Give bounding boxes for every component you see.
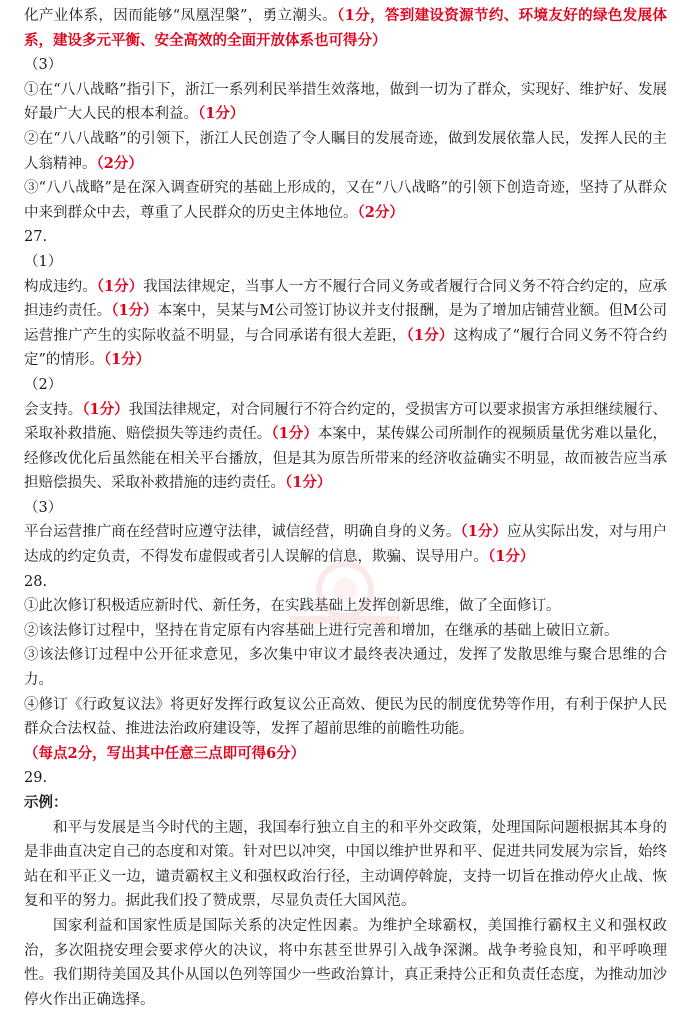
answer-text: 本案中，吴某与M公司签订协议并支付报酬，是为了增加店铺营业额。但M公司运营推广产生的实际收益不明显，与合同承诺有很大差距， xyxy=(24,303,668,344)
answer-paragraph xyxy=(24,496,667,521)
answer-text: 28. xyxy=(24,573,48,590)
score-note: （2分） xyxy=(96,154,143,172)
answer-text: （3） xyxy=(24,57,63,74)
answer-paragraph xyxy=(24,914,667,1012)
answer-text: 平台运营推广商在经营时应遵守法律，诚信经营，明确自身的义务。 xyxy=(24,524,461,541)
answer-text: 应从实际出发，对与用户达成的约定负责，不得发布虚假或者引人误解的信息，欺骗、误导用户。 xyxy=(24,524,668,566)
answer-paragraph xyxy=(24,127,667,176)
answer-paragraph xyxy=(24,766,667,791)
answer-text: 构成违约。 xyxy=(24,278,97,295)
score-note: （1分） xyxy=(488,548,535,566)
answer-paragraph xyxy=(24,693,667,742)
answer-paragraph xyxy=(24,250,667,275)
answer-text: ④修订《行政复议法》将更好发挥行政复议公正高效、便民为民的制度优势等作用，有利于保护人民群众合法权益、推进法治政府建设等，发挥了超前思维的前瞻性功能。 xyxy=(24,696,667,738)
answer-text: ②在“八八战略”的引领下，浙江人民创造了令人瞩目的发展奇迹，做到发展依靠人民，发挥人民的主人翁精神。 xyxy=(24,130,667,172)
score-note: （1分） xyxy=(103,351,151,369)
score-note: （1分） xyxy=(406,326,454,344)
answer-text: ①在“八八战略”指引下，浙江一系列利民举措生效落地，做到一切为了群众，实现好、维护好、发展好最广大人民的根本利益。 xyxy=(24,81,667,123)
answer-paragraph xyxy=(24,4,667,53)
answer-text: 示例： xyxy=(24,794,68,811)
answer-paragraph xyxy=(24,643,667,692)
answer-content xyxy=(24,4,667,1012)
answer-text: 本案中，某传媒公司所制作的视频质量优劣难以量化，经修改优化后虽然能在相关平台播放，但是其为原告所带来的经济收益确实不明显，故而被告应当承担赔偿损失、采取补救措施的违约责任。 xyxy=(24,426,668,492)
answer-text: ③“八八战略”是在深入调查研究的基础上形成的，又在“八八战略”的引领下创造奇迹，坚持了从群众中来到群众中去，尊重了人民群众的历史主体地位。 xyxy=(24,180,667,221)
answer-text: （1） xyxy=(24,253,63,270)
answer-paragraph xyxy=(24,816,667,914)
answer-text: ①此次修订积极适应新时代、新任务，在实践基础上发挥创新思维，做了全面修订。 xyxy=(24,598,561,615)
answer-text: ②该法修订过程中，坚持在肯定原有内容基础上进行完善和增加，在继承的基础上破旧立新。 xyxy=(24,622,619,639)
score-note: （1分） xyxy=(82,400,129,418)
answer-paragraph xyxy=(24,570,667,595)
answer-paragraph xyxy=(24,742,667,767)
answer-text: 和平与发展是当今时代的主题，我国奉行独立自主的和平外交政策，处理国际问题根据其本身的是非曲直决定自己的态度和对策。针对巴以冲突，中国以维护世界和平、促进共同发展为宗旨，始终站在和平正义一边，谴责霸权主义和强权政治行径，主动调停斡旋，支持一切旨在推动停火止战、恢复和平的努力。据此我们投了赞成票，尽显负责任大国风范。 xyxy=(24,819,667,910)
answer-text: 我国法律规定，对合同履行不符合约定的，受损害方可以要求损害方承担继续履行、采取补救措施、赔偿损失等违约责任。 xyxy=(24,401,668,443)
answer-text: 会支持。 xyxy=(24,401,83,418)
score-note: （2分） xyxy=(357,203,404,221)
answer-text: 29. xyxy=(24,770,48,787)
answer-text: 这构成了“履行合同义务不符合约定”的情形。 xyxy=(24,327,668,369)
answer-text: 化产业体系，因而能够“凤凰涅槃”，勇立潮头。 xyxy=(24,8,337,24)
answer-paragraph xyxy=(24,594,667,619)
answer-text: 我国法律规定，当事人一方不履行合同义务或者履行合同义务不符合约定的，应承担违约责任。 xyxy=(24,278,668,320)
score-note: （1分，答到建设资源节约、环境友好的绿色发展体系，建设多元平衡、安全高效的全面开放体系也可得分） xyxy=(24,7,668,49)
answer-paragraph xyxy=(24,520,667,569)
answer-paragraph xyxy=(24,619,667,644)
answer-paragraph xyxy=(24,373,667,398)
answer-paragraph xyxy=(24,176,667,225)
answer-text: 国家利益和国家性质是国际关系的决定性因素。为维护全球霸权，美国推行霸权主义和强权政治，多次阻挠安理会要求停火的决议，将中东甚至世界引入战争深渊。战争考验良知，和平呼唤理性。我们期待美国及其仆从国以色列等国少一些政治算计，真正秉持公正和负责任态度，为推动加沙停火作出正确选择。 xyxy=(24,917,667,1008)
answer-paragraph xyxy=(24,791,667,816)
answer-paragraph xyxy=(24,398,667,496)
score-note: （1分） xyxy=(285,474,332,492)
answer-text: （3） xyxy=(24,499,63,516)
score-note: （1分） xyxy=(271,425,318,443)
score-note: （1分） xyxy=(96,277,144,295)
score-note: （每点2分，写出其中任意三点即可得6分） xyxy=(24,744,306,762)
answer-text: 27. xyxy=(24,229,48,246)
score-note: （1分） xyxy=(198,105,245,123)
answer-paragraph xyxy=(24,275,667,373)
answer-text: ③该法修订过程中公开征求意见，多次集中审议才最终表决通过，发挥了发散思维与聚合思维的合力。 xyxy=(24,647,667,689)
answer-paragraph xyxy=(24,53,667,78)
answer-text: （2） xyxy=(24,376,63,393)
score-note: （1分） xyxy=(111,302,158,320)
answer-paragraph xyxy=(24,225,667,250)
score-note: （1分） xyxy=(460,523,508,541)
answer-paragraph xyxy=(24,78,667,127)
